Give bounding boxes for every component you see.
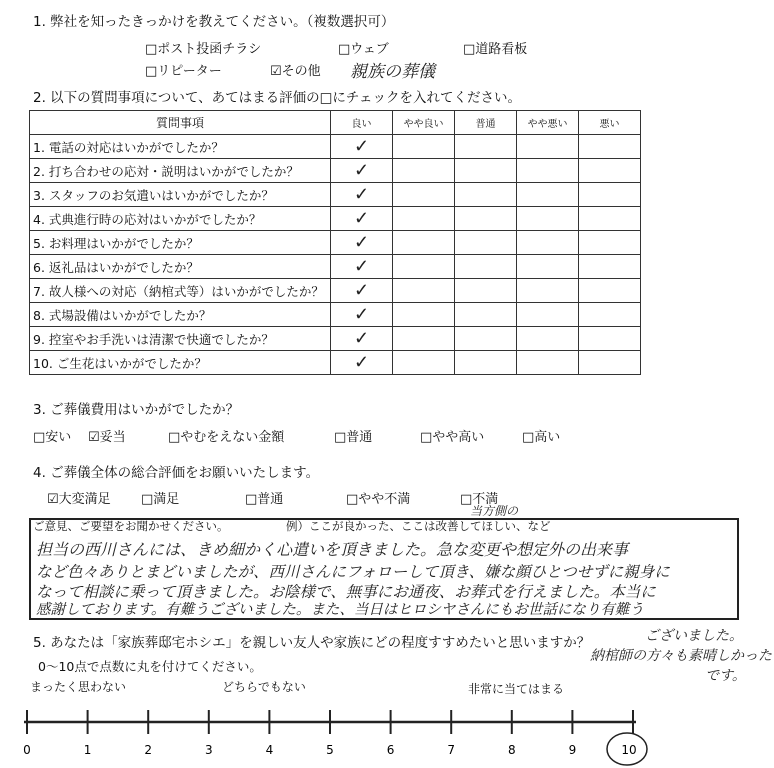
row-question: 10. ご生花はいかがでしたか？ (30, 351, 331, 375)
table-row (30, 207, 641, 231)
scale-label-10[interactable]: 10 (621, 743, 637, 757)
row-question: 8. 式場設備はいかがでしたか？ (30, 303, 331, 327)
row-question: 2. 打ち合わせの応対・説明はいかがでしたか？ (30, 159, 331, 183)
rating-table (29, 110, 641, 375)
q3-option-bit-expensive[interactable]: □やや高い (420, 430, 485, 445)
q3-title: 3. ご葬儀費用はいかがでしたか？ (33, 402, 240, 418)
row-check-good[interactable]: ✓ (331, 231, 393, 255)
q1-option-other[interactable]: ☑その他 (270, 64, 321, 79)
anchor-high: 非常に当てはまる (468, 682, 565, 696)
q3-option-fair[interactable]: ☑妥当 (88, 430, 126, 445)
comment-example: 例）ここが良かった、ここは改善してほしい、など (286, 519, 551, 533)
row-question: 5. お料理はいかがでしたか？ (30, 231, 331, 255)
header-fairly-good: やや良い (393, 111, 455, 135)
row-question: 4. 式典進行時の応対はいかがでしたか？ (30, 207, 331, 231)
row-question: 1. 電話の対応はいかがでしたか？ (30, 135, 331, 159)
q1-title: 1. 弊社を知ったきっかけを教えてください。（複数選択可） (33, 14, 395, 30)
table-row (30, 327, 641, 351)
anchor-low: まったく思わない (30, 680, 127, 694)
scale-label-7[interactable]: 7 (447, 743, 456, 757)
comment-label: ご意見、ご要望をお聞かせください。 (33, 519, 229, 533)
table-row (30, 255, 641, 279)
row-question: 9. 控室やお手洗いは清潔で快適でしたか？ (30, 327, 331, 351)
header-good: 良い (331, 111, 393, 135)
q1-option-billboard[interactable]: □道路看板 (463, 42, 528, 57)
q1-option-flyer[interactable]: □ポスト投函チラシ (145, 42, 262, 57)
table-row (30, 135, 641, 159)
table-row (30, 183, 641, 207)
row-check-good[interactable]: ✓ (331, 159, 393, 183)
comment-line-2: など色々ありとまどいましたが、西川さんにフォローして頂き、嫌な顔ひとつせずに親身に (36, 563, 670, 581)
row-check-good[interactable]: ✓ (331, 255, 393, 279)
row-check-good[interactable]: ✓ (331, 183, 393, 207)
q1-option-repeater[interactable]: □リピーター (145, 64, 222, 79)
header-fairly-bad: やや悪い (517, 111, 579, 135)
scale-label-9[interactable]: 9 (568, 743, 577, 757)
comment-line-3: なって相談に乗って頂きました。お陰様で、無事にお通夜、お葬式を行えました。本当に (36, 583, 656, 601)
row-check-good[interactable]: ✓ (331, 351, 393, 375)
row-check-good[interactable]: ✓ (331, 207, 393, 231)
q3-option-normal[interactable]: □普通 (334, 430, 373, 445)
scale-label-0[interactable]: 0 (23, 743, 31, 757)
row-check-good[interactable]: ✓ (331, 279, 393, 303)
q1-other-note: 親族の葬儀 (350, 62, 435, 82)
comment-insert: 当方側の (470, 504, 519, 518)
q3-option-expensive[interactable]: □高い (522, 430, 561, 445)
q4-option-very-satisfied[interactable]: ☑大変満足 (47, 492, 111, 507)
anchor-mid: どちらでもない (222, 680, 306, 694)
scale-label-2[interactable]: 2 (144, 743, 153, 757)
q3-option-cheap[interactable]: □安い (33, 430, 72, 445)
row-check-good[interactable]: ✓ (331, 327, 393, 351)
comment-overflow-2: 納棺師の方々も素晴しかった (590, 648, 772, 664)
header-item: 質問事項 (30, 111, 331, 135)
q4-option-unsatisfied[interactable]: □不満 (460, 492, 499, 507)
scale-label-5[interactable]: 5 (326, 743, 334, 757)
q4-title: 4. ご葬儀全体の総合評価をお願いいたします。 (33, 465, 320, 481)
comment-overflow-3: です。 (705, 668, 746, 684)
scale-label-8[interactable]: 8 (507, 743, 516, 757)
scale-label-6[interactable]: 6 (386, 743, 395, 757)
table-row (30, 303, 641, 327)
header-bad: 悪い (579, 111, 641, 135)
row-question: 3. スタッフのお気遣いはいかがでしたか？ (30, 183, 331, 207)
score-scale (0, 700, 774, 768)
row-check-good[interactable]: ✓ (331, 303, 393, 327)
q2-title: 2. 以下の質問事項について、あてはまる評価の□にチェックを入れてください。 (33, 90, 521, 106)
table-row (30, 159, 641, 183)
comment-line-4: 感謝しております。有難うございました。また、当日はヒロシヤさんにもお世話になり有難う (36, 602, 644, 618)
q4-option-normal[interactable]: □普通 (245, 492, 284, 507)
scale-label-1[interactable]: 1 (83, 743, 92, 757)
row-question: 6. 返礼品はいかがでしたか？ (30, 255, 331, 279)
q4-option-bit-unsatisfied[interactable]: □やや不満 (346, 492, 411, 507)
q4-option-satisfied[interactable]: □満足 (141, 492, 180, 507)
comment-overflow-1: ございました。 (645, 628, 743, 644)
scale-label-4[interactable]: 4 (265, 743, 274, 757)
table-row (30, 351, 641, 375)
q1-option-web[interactable]: □ウェブ (338, 42, 389, 57)
header-normal: 普通 (455, 111, 517, 135)
comment-line-1: 担当の西川さんには、きめ細かく心遣いを頂きました。急な変更や想定外の出来事 (36, 540, 629, 559)
table-row (30, 231, 641, 255)
row-check-good[interactable]: ✓ (331, 135, 393, 159)
q3-option-unavoidable[interactable]: □やむをえない金額 (168, 430, 285, 445)
row-question: 7. 故人様への対応（納棺式等）はいかがでしたか？ (30, 279, 331, 303)
table-row (30, 279, 641, 303)
scale-label-3[interactable]: 3 (204, 743, 213, 757)
q5-instruction: 0〜10点で点数に丸を付けてください。 (38, 659, 262, 674)
q5-title: 5. あなたは「家族葬邸宅ホシエ」を親しい友人や家族にどの程度すすめたいと思いますか？ (33, 635, 591, 651)
